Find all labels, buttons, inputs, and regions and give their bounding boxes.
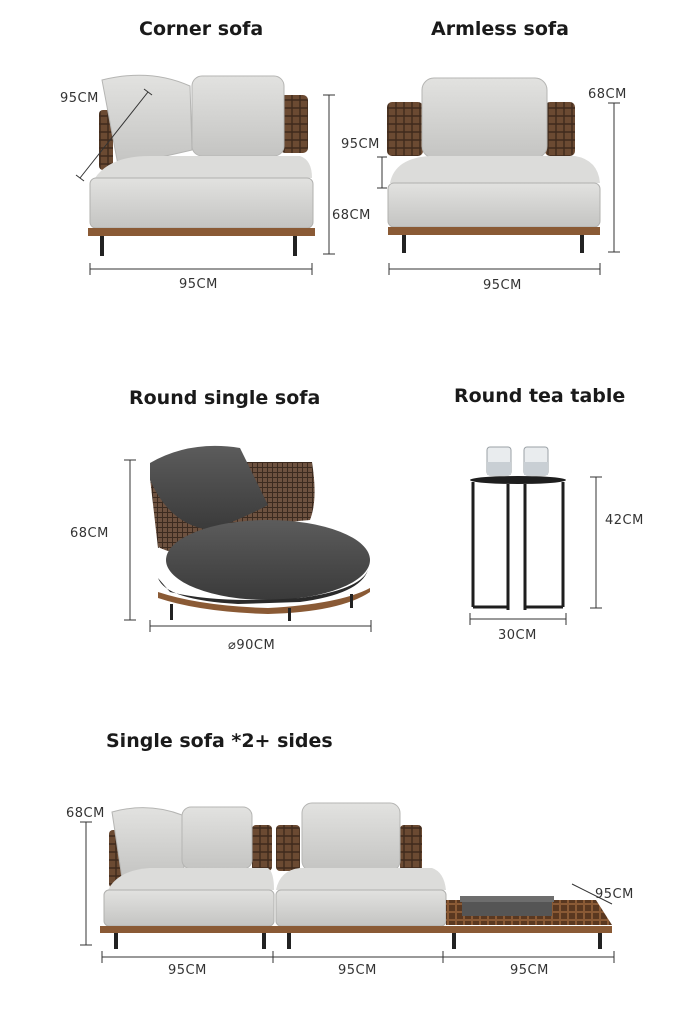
round-sofa-height-label: 68CM (70, 526, 109, 541)
combo-title: Single sofa *2+ sides (106, 730, 333, 752)
round-sofa-diameter-label: ⌀90CM (228, 638, 276, 653)
combo-width-label-3: 95CM (510, 963, 549, 978)
round-sofa-illustration (150, 446, 370, 621)
corner-sofa-depth-label: 95CM (60, 91, 99, 106)
corner-sofa-illustration (88, 75, 315, 256)
combo-depth-label: 95CM (595, 887, 634, 902)
round-sofa-title: Round single sofa (129, 387, 321, 409)
combo-width-label-2: 95CM (338, 963, 377, 978)
combo-width-label-1: 95CM (168, 963, 207, 978)
corner-sofa-width-label: 95CM (179, 277, 218, 292)
combo-illustration (100, 803, 612, 949)
tea-table-title: Round tea table (454, 385, 626, 407)
armless-sofa-height-label: 68CM (588, 87, 627, 102)
corner-sofa-title: Corner sofa (139, 18, 264, 40)
combo-height-label: 68CM (66, 806, 105, 821)
armless-sofa-title: Armless sofa (431, 18, 569, 40)
armless-sofa-width-label: 95CM (483, 278, 522, 293)
corner-sofa-height-label: 68CM (332, 208, 371, 223)
tea-table-width-label: 30CM (498, 628, 537, 643)
armless-sofa-illustration (387, 78, 600, 253)
tea-table-height-label: 42CM (605, 513, 644, 528)
tea-table-illustration (470, 447, 566, 610)
armless-sofa-seat-label: 95CM (341, 137, 380, 152)
